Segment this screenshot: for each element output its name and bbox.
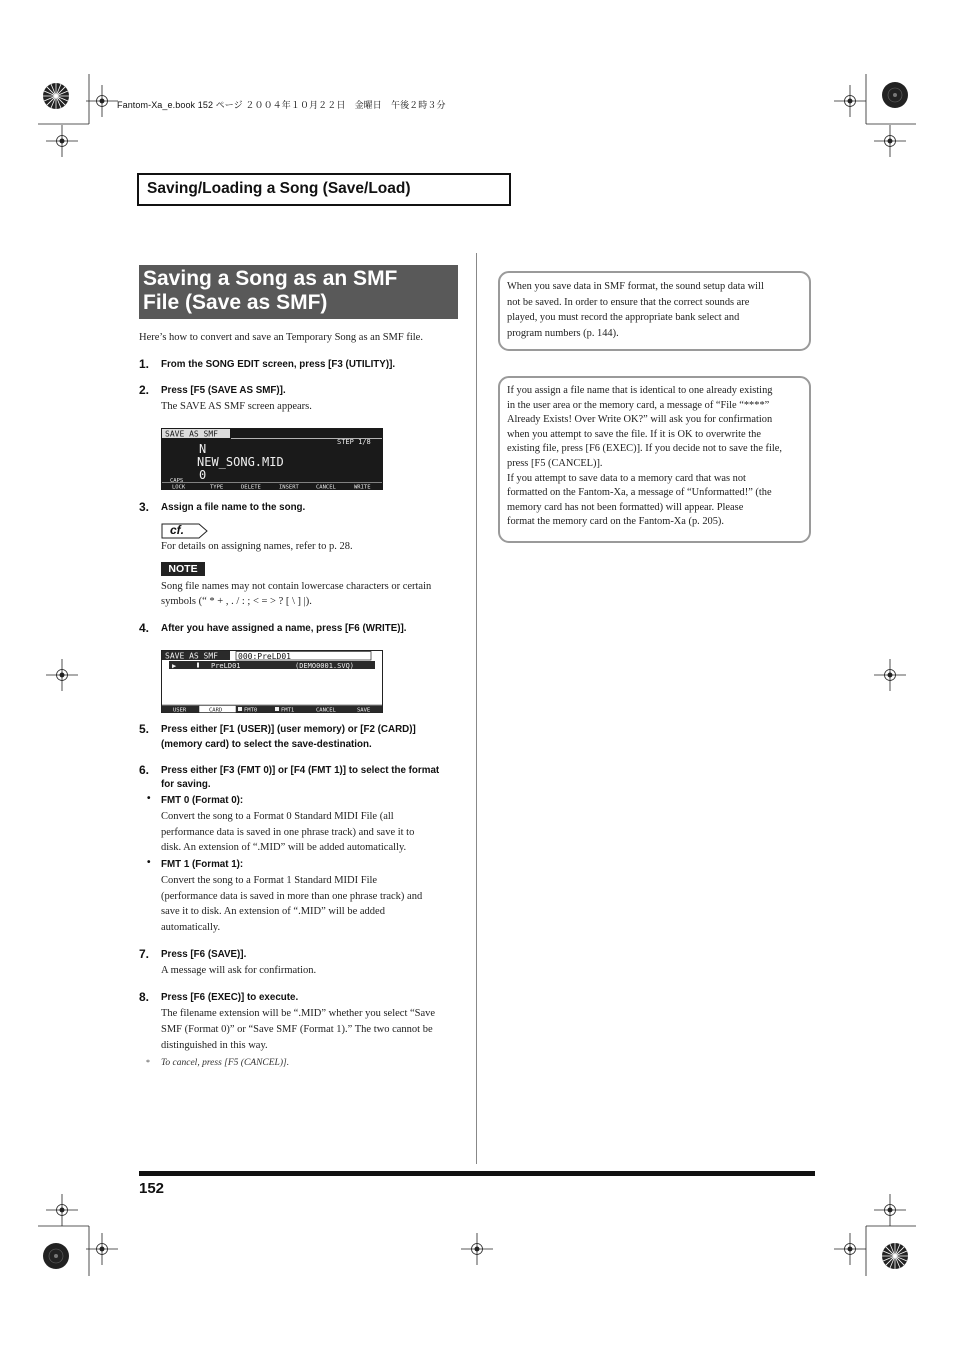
page-title-line-2: File (Save as SMF): [143, 291, 328, 314]
fmt1-text-line: save it to disk. An extension of “.MID” will be added: [161, 906, 385, 917]
step-text: Press [F5 (SAVE AS SMF)].: [161, 385, 286, 396]
step8-text-line: SMF (Format 0)” or “Save SMF (Format 1).” The two cannot be: [161, 1024, 433, 1035]
step-description: The SAVE AS SMF screen appears.: [161, 401, 312, 412]
tab-card: CARD: [209, 707, 223, 713]
note-text-line-1: Song file names may not contain lowercase characters or certain: [161, 581, 432, 592]
intro-text: Here’s how to convert and save an Temporary Song as an SMF file.: [139, 332, 423, 343]
play-icon: ▶: [172, 662, 177, 670]
step-text-line-2: (memory card) to select the save-destination.: [161, 739, 372, 750]
tab-lock: LOCK: [172, 484, 186, 490]
step-text: Press [F6 (SAVE)].: [161, 949, 247, 960]
fmt1-text-line: Convert the song to a Format 1 Standard MIDI File: [161, 875, 378, 886]
step-text-line-1: Press either [F3 (FMT 0)] or [F4 (FMT 1)] to select the format: [161, 765, 440, 776]
step-number: 7.: [139, 947, 150, 961]
step-number: 4.: [139, 621, 150, 635]
step-text: Assign a file name to the song.: [161, 502, 306, 513]
step-number: 2.: [139, 383, 150, 397]
callout-line: in the user area or the memory card, a message of “File “****”: [507, 400, 770, 411]
note-label: NOTE: [161, 562, 205, 576]
column-divider: [476, 253, 477, 1164]
step-number: 3.: [139, 500, 150, 514]
tab-cancel: CANCEL: [316, 707, 336, 713]
step8-text-line: distinguished in this way.: [161, 1040, 268, 1051]
step-text-line-2: for saving.: [161, 779, 211, 790]
fmt1-text-line: (performance data is saved in more than one phrase track) and: [161, 891, 423, 902]
patch-name: 000:PreLD01: [238, 652, 291, 661]
step-text: From the SONG EDIT screen, press [F3 (UTILITY)].: [161, 359, 396, 370]
fmt0-text-line: performance data is saved in one phrase track) and save it to: [161, 827, 415, 838]
step-description: A message will ask for confirmation.: [161, 965, 317, 976]
callout-line: Already Exists! Over Write OK?” will ask you for confirmation: [507, 414, 773, 425]
page-number: 152: [139, 1180, 165, 1197]
lcd-screen-save-destination: [161, 650, 383, 713]
page-title-line-1: Saving a Song as an SMF: [143, 267, 398, 290]
row-file: (DEMO0001.SVQ): [295, 662, 355, 670]
asterisk-marker: *: [146, 1058, 150, 1067]
bullet-icon: •: [147, 857, 151, 868]
screen-title: SAVE AS SMF: [165, 651, 218, 661]
step-text: Press [F6 (EXEC)] to execute.: [161, 992, 299, 1003]
callout-line: If you assign a file name that is identical to one already existing: [507, 385, 773, 396]
tab-user: USER: [173, 707, 187, 713]
tab-write: WRITE: [354, 484, 371, 490]
tab-delete: DELETE: [241, 484, 261, 490]
fmt0-text-line: Convert the song to a Format 0 Standard MIDI File (all: [161, 811, 394, 822]
step-number: 8.: [139, 990, 150, 1004]
caps-label: CAPS: [170, 478, 184, 484]
section-title: Saving/Loading a Song (Save/Load): [147, 180, 411, 197]
cf-text: For details on assigning names, refer to p. 28.: [161, 541, 353, 552]
print-header: Fantom-Xa_e.book 152 ページ ２００４年１０月２２日 金曜日 午後２時３分: [117, 100, 446, 110]
section-title-box: [137, 173, 511, 206]
note-text-line-2: symbols (“ * + , . / : ; < = > ? [ \ ] |).: [161, 596, 312, 607]
step-number: 1.: [139, 357, 150, 371]
callout-line: formatted on the Fantom-Xa, a message of “Unformatted!” (the: [507, 487, 772, 498]
callout-line: played, you must record the appropriate bank select and: [507, 312, 740, 323]
callout-line: program numbers (p. 144).: [507, 328, 619, 339]
fmt1-text-line: automatically.: [161, 922, 221, 933]
file-name: NEW_SONG.MID: [197, 455, 284, 469]
fmt0-text-line: disk. An extension of “.MID” will be added automatically.: [161, 842, 407, 853]
fmt0-label: FMT 0 (Format 0):: [161, 795, 244, 806]
bullet-icon: •: [147, 793, 151, 804]
step-text: After you have assigned a name, press [F6 (WRITE)].: [161, 623, 407, 634]
step-number: 5.: [139, 722, 150, 736]
cf-label: cf.: [170, 523, 185, 537]
fmt1-label: FMT 1 (Format 1):: [161, 859, 244, 870]
cancel-note: To cancel, press [F5 (CANCEL)].: [161, 1058, 290, 1068]
callout-line: memory card has not been formatted) will appear. Please: [507, 502, 744, 513]
step-number: 6.: [139, 763, 150, 777]
callout-line: If you attempt to save data to a memory card that was not: [507, 473, 746, 484]
tab-fmt1: FMT1: [281, 707, 295, 713]
tab-fmt0: FMT0: [244, 707, 258, 713]
footer-rule: [139, 1171, 815, 1176]
tab-save: SAVE: [357, 707, 371, 713]
current-char: N: [199, 442, 207, 456]
callout-line: press [F5 (CANCEL)].: [507, 458, 603, 469]
callout-line: When you save data in SMF format, the sound setup data will: [507, 281, 764, 292]
callout-line: existing file, press [F6 (EXEC)]. If you decide not to save the file,: [507, 443, 782, 454]
tab-cancel: CANCEL: [316, 484, 336, 490]
callout-line: not be saved. In order to ensure that the correct sounds are: [507, 297, 750, 308]
page-title-box: [139, 265, 458, 319]
row-name: PreLD01: [211, 662, 241, 670]
callout-line: when you attempt to save the file. If it is OK to overwrite the: [507, 429, 761, 440]
screen-title: SAVE AS SMF: [165, 429, 218, 439]
step-text-line-1: Press either [F1 (USER)] (user memory) or [F2 (CARD)]: [161, 724, 416, 735]
callout-box-smf-note: [498, 271, 811, 351]
step8-text-line: The filename extension will be “.MID” whether you select “Save: [161, 1008, 436, 1019]
lcd-screen-save-as-smf: [161, 428, 383, 490]
step-indicator: STEP 1/8: [337, 438, 371, 446]
name-cursor-char: 0: [199, 468, 207, 482]
callout-box-overwrite-note: [498, 376, 811, 543]
tab-insert: INSERT: [279, 484, 299, 490]
callout-line: format the memory card on the Fantom-Xa (p. 205).: [507, 516, 724, 527]
tab-type: TYPE: [210, 484, 224, 490]
